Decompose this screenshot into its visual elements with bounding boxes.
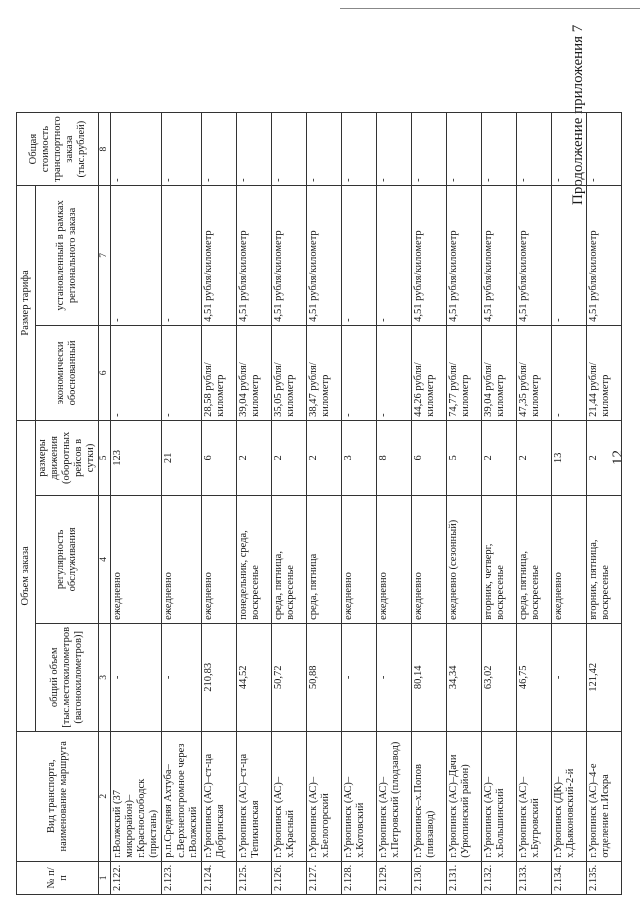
total-volume-cell: - <box>111 623 162 731</box>
econ-tariff-cell: 39,04 рубля/километр <box>481 325 516 420</box>
table-row <box>586 113 621 895</box>
econ-tariff-cell: 35,05 рубля/километр <box>271 325 306 420</box>
header-regional: установленный в рамках регионального заказа <box>36 185 99 325</box>
regularity-cell: вторник, четверг, воскресенье <box>481 495 516 623</box>
table-row <box>481 113 516 895</box>
route-name: г.Урюпинск (АС)–ст-ца Добринская <box>201 731 236 861</box>
routes-table <box>16 112 622 895</box>
regularity-cell: ежедневно (сезонный) <box>446 495 481 623</box>
header-order-volume: Объем заказа <box>17 420 36 731</box>
regional-tariff-cell: 4,51 рубля/километр <box>481 185 516 325</box>
column-number: 6 <box>99 325 111 420</box>
row-number: 2.123. <box>162 861 201 894</box>
header-total-cost: Общая стоимость транспортного заказа (тыс.рублей) <box>17 113 99 186</box>
regional-tariff-cell: 4,51 рубля/километр <box>236 185 271 325</box>
total-cost-cell: - <box>481 113 516 186</box>
total-volume-cell: 44,52 <box>236 623 271 731</box>
total-cost-cell: - <box>271 113 306 186</box>
page-number: 12 <box>610 450 626 465</box>
row-number: 2.134. <box>551 861 586 894</box>
econ-tariff-cell: 39,04 рубля/километр <box>236 325 271 420</box>
table-row <box>376 113 411 895</box>
row-number: 2.135. <box>586 861 621 894</box>
regional-tariff-cell: - <box>376 185 411 325</box>
table-row <box>411 113 446 895</box>
header-tariff: Размер тарифа <box>17 185 36 420</box>
row-number: 2.133. <box>516 861 551 894</box>
total-volume-cell: 34,34 <box>446 623 481 731</box>
econ-tariff-cell: 44,26 рубля/километр <box>411 325 446 420</box>
regularity-cell: ежедневно <box>411 495 446 623</box>
column-number: 7 <box>99 185 111 325</box>
route-name: г.Урюпинск (ДК)–х.Дьяконовский-2-й <box>551 731 586 861</box>
movement-cell: 123 <box>111 420 162 495</box>
regularity-cell: ежедневно <box>376 495 411 623</box>
table-row <box>236 113 271 895</box>
regularity-cell: вторник, пятница, воскресенье <box>586 495 621 623</box>
econ-tariff-cell: - <box>111 325 162 420</box>
total-volume-cell: 63,02 <box>481 623 516 731</box>
movement-cell: 6 <box>411 420 446 495</box>
econ-tariff-cell: 28,58 рубля/километр <box>201 325 236 420</box>
movement-cell: 2 <box>481 420 516 495</box>
regional-tariff-cell: - <box>551 185 586 325</box>
total-volume-cell: 210,83 <box>201 623 236 731</box>
regional-tariff-cell: 4,51 рубля/километр <box>586 185 621 325</box>
econ-tariff-cell: 38,47 рубля/километр <box>306 325 341 420</box>
row-number: 2.122. <box>111 861 162 894</box>
regional-tariff-cell: - <box>341 185 376 325</box>
header-route: Вид транспорта, наименование маршрута <box>17 731 99 861</box>
total-volume-cell: - <box>551 623 586 731</box>
route-name: г.Урюпинск (АС)–ст-ца Тепикинская <box>236 731 271 861</box>
column-number: 2 <box>99 731 111 861</box>
row-number: 2.125. <box>236 861 271 894</box>
total-cost-cell: - <box>162 113 201 186</box>
column-number: 4 <box>99 495 111 623</box>
column-number: 8 <box>99 113 111 186</box>
econ-tariff-cell: - <box>551 325 586 420</box>
table-row <box>306 113 341 895</box>
row-number: 2.127. <box>306 861 341 894</box>
econ-tariff-cell: 21,44 рубля/километр <box>586 325 621 420</box>
row-number: 2.124. <box>201 861 236 894</box>
route-name: г.Урюпинск (АС)–4-е отделение п.Искра <box>586 731 621 861</box>
regional-tariff-cell: 4,51 рубля/километр <box>446 185 481 325</box>
route-name: г.Урюпинск (АС)–х.Белогорский <box>306 731 341 861</box>
regularity-cell: среда, пятница <box>306 495 341 623</box>
header-econ: экономически обоснованный <box>36 325 99 420</box>
route-name: г.Урюпинск (АС)–х.Петровский (плодзавод) <box>376 731 411 861</box>
total-cost-cell: - <box>236 113 271 186</box>
regularity-cell: среда, пятница, воскресенье <box>516 495 551 623</box>
total-cost-cell: - <box>341 113 376 186</box>
table-body <box>111 113 621 895</box>
total-volume-cell: - <box>341 623 376 731</box>
column-number: 3 <box>99 623 111 731</box>
route-name: г.Урюпинск (АС)–х.Красный <box>271 731 306 861</box>
table-row <box>516 113 551 895</box>
regional-tariff-cell: 4,51 рубля/километр <box>201 185 236 325</box>
regularity-cell: ежедневно <box>341 495 376 623</box>
econ-tariff-cell: - <box>162 325 201 420</box>
row-number: 2.131. <box>446 861 481 894</box>
total-volume-cell: 50,88 <box>306 623 341 731</box>
regional-tariff-cell: 4,51 рубля/километр <box>271 185 306 325</box>
table-row <box>341 113 376 895</box>
column-number: 1 <box>99 861 111 894</box>
header-total-volume: общий объем [тыс.местокилометров (вагонокилометров)] <box>36 623 99 731</box>
table-row <box>111 113 162 895</box>
table-row <box>551 113 586 895</box>
total-volume-cell: - <box>376 623 411 731</box>
movement-cell: 2 <box>516 420 551 495</box>
total-cost-cell: - <box>411 113 446 186</box>
movement-cell: 6 <box>201 420 236 495</box>
regularity-cell: ежедневно <box>111 495 162 623</box>
movement-cell: 2 <box>586 420 621 495</box>
movement-cell: 2 <box>306 420 341 495</box>
movement-cell: 21 <box>162 420 201 495</box>
total-cost-cell: - <box>201 113 236 186</box>
route-name: г.Урюпинск (АС)–х.Котовский <box>341 731 376 861</box>
regularity-cell: среда, пятница, воскресенье <box>271 495 306 623</box>
regional-tariff-cell: - <box>111 185 162 325</box>
movement-cell: 8 <box>376 420 411 495</box>
regional-tariff-cell: - <box>162 185 201 325</box>
route-name: г.Урюпинск (АС)–х.Большинский <box>481 731 516 861</box>
total-cost-cell: - <box>306 113 341 186</box>
movement-cell: 2 <box>236 420 271 495</box>
route-name: г.Урюпинск–х.Попов (пивзавод) <box>411 731 446 861</box>
econ-tariff-cell: - <box>341 325 376 420</box>
regularity-cell: ежедневно <box>201 495 236 623</box>
regional-tariff-cell: 4,51 рубля/километр <box>411 185 446 325</box>
table-row <box>271 113 306 895</box>
header-regularity: регулярность обслуживания <box>36 495 99 623</box>
appendix-caption: Продолжение приложения 7 <box>570 24 586 205</box>
table-row <box>201 113 236 895</box>
header-num: № п/п <box>17 861 99 894</box>
regularity-cell: ежедневно <box>162 495 201 623</box>
total-volume-cell: - <box>162 623 201 731</box>
movement-cell: 3 <box>341 420 376 495</box>
route-name: р.п.Средняя Ахтуба–с.Верхнепогромное через г.Волжский <box>162 731 201 861</box>
movement-cell: 13 <box>551 420 586 495</box>
row-number: 2.128. <box>341 861 376 894</box>
econ-tariff-cell: - <box>376 325 411 420</box>
total-cost-cell: - <box>376 113 411 186</box>
econ-tariff-cell: 47,35 рубля/километр <box>516 325 551 420</box>
total-volume-cell: 50,72 <box>271 623 306 731</box>
regularity-cell: понедельник, среда, воскресенье <box>236 495 271 623</box>
route-name: г.Урюпинск (АС)–х.Бугровский <box>516 731 551 861</box>
row-number: 2.126. <box>271 861 306 894</box>
table-row <box>446 113 481 895</box>
total-cost-cell: - <box>551 113 586 186</box>
econ-tariff-cell: 74,77 рубля/километр <box>446 325 481 420</box>
route-name: г.Волжский (37 микрорайон)–г.Краснослободск (пристань) <box>111 731 162 861</box>
total-volume-cell: 46,75 <box>516 623 551 731</box>
total-volume-cell: 121,42 <box>586 623 621 731</box>
route-name: г.Урюпинск (АС)–Дачи (Урюпинский район) <box>446 731 481 861</box>
row-number: 2.130. <box>411 861 446 894</box>
total-volume-cell: 80,14 <box>411 623 446 731</box>
movement-cell: 2 <box>271 420 306 495</box>
header-movement: размеры движения (оборотных рейсов в сутки) <box>36 420 99 495</box>
row-number: 2.129. <box>376 861 411 894</box>
regional-tariff-cell: 4,51 рубля/километр <box>516 185 551 325</box>
regularity-cell: ежедневно <box>551 495 586 623</box>
column-number: 5 <box>99 420 111 495</box>
regional-tariff-cell: 4,51 рубля/километр <box>306 185 341 325</box>
row-number: 2.132. <box>481 861 516 894</box>
total-cost-cell: - <box>586 113 621 186</box>
movement-cell: 5 <box>446 420 481 495</box>
total-cost-cell: - <box>516 113 551 186</box>
total-cost-cell: - <box>111 113 162 186</box>
table-row <box>162 113 201 895</box>
total-cost-cell: - <box>446 113 481 186</box>
